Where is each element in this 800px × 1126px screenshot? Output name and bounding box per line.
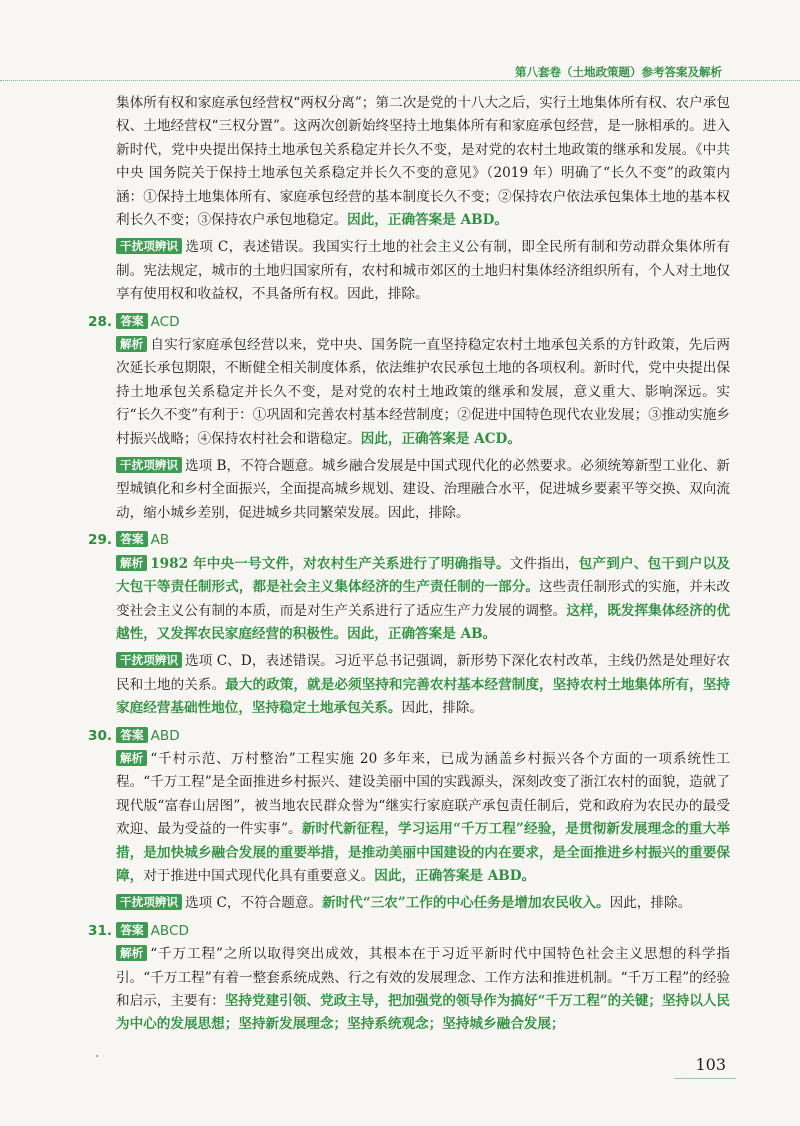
highlight-text: 坚持党建引领、党政主导，把加强党的领导作为搞好“千万工程”的关键；坚持以人民为中心的发展思想；坚持新发展理念；坚持系统观念；坚持城乡融合发展； (116, 992, 730, 1033)
analysis-text: “千万工程”之所以取得突出成效，其根本在于习近平新时代中国特色社会主义思想的科学指引。“千万工程”有着一整套系统成熟、行之有效的发展理念、工作方法和推进机制。“千万工程”的经验和启示，主要有： (116, 946, 730, 1009)
question-28-distractor (90, 455, 730, 525)
analysis-text: 自实行家庭承包经营以来，党中央、国务院一直坚持稳定农村土地承包关系的方针政策，先后两次延长承包期限，不断健全相关制度体系，依法维护农民承包土地的各项权利。新时代，党中央提出保持土地承包关系稳定并长久不变，是对党的农村土地政策的继承和发展，意义重大、影响深远。实行“长久不变”有利于：①巩固和完善农村基本经营制度；②促进中国特色现代农业发展；③推动实施乡村振兴战略；④保持农村社会和谐稳定。 (116, 337, 730, 447)
distractor-tag: 干扰项辨识 (116, 457, 182, 473)
running-header: 第八套卷（土地政策题）参考答案及解析 (509, 64, 728, 80)
distractor-text: 选项 C、D，表述错误。习近平总书记强调，新形势下深化农村改革，主线仍然是处理好农民和土地的关系。 (116, 653, 730, 693)
highlight-text: 因此，正确答案是 ABD。 (374, 867, 536, 884)
question-28-header (88, 311, 730, 334)
distractor-tag: 干扰项辨识 (116, 652, 182, 668)
question-30-header (88, 725, 730, 748)
distractor-tag: 干扰项辨识 (116, 894, 182, 910)
intro-analysis-paragraph (90, 92, 730, 232)
answer-content (90, 92, 730, 1041)
analysis-text: 文件指出， (509, 555, 579, 572)
question-29-header (88, 529, 730, 552)
question-30-distractor (90, 892, 730, 915)
question-31-header (88, 920, 730, 943)
page-number: 103 (695, 1055, 726, 1074)
highlight-text: 这样，既发挥集体经济的优越性，又发挥农民家庭经营的积极性。因此，正确答案是 AB。 (116, 602, 731, 642)
distractor-tag: 干扰项辨识 (116, 238, 182, 254)
highlight-text: 包产到户、包干到户以及大包干等责任制形式，都是社会主义集体经济的生产责任制的一部分。 (116, 555, 730, 596)
analysis-tag: 解析 (116, 555, 147, 571)
highlight-text: 新时代新征程，学习运用“千万工程”经验，是贯彻新发展理念的重大举措，是加快城乡融合发展的重要举措，是推动美丽中国建设的内在要求，是全面推进乡村振兴的重要保障， (116, 821, 730, 884)
question-31-analysis (90, 943, 730, 1037)
distractor-text: 选项 C，表述错误。我国实行土地的社会主义公有制，即全民所有制和劳动群众集体所有制。宪法规定，城市的土地归国家所有，农村和城市郊区的土地归村集体经济组织所有，个人对土地仅享有使用权和收益权，不具备所有权。因此，排除。 (116, 239, 730, 303)
answer-tag: 答案 (116, 313, 147, 329)
question-29-analysis (90, 553, 730, 647)
analysis-text: 这些责任制形式的实施，并未改变社会主义公有制的本质，而是对生产关系进行了适应生产力发展的调整。 (116, 579, 731, 619)
question-30-analysis (90, 748, 730, 888)
question-29-distractor (90, 650, 730, 720)
highlight-text: 因此，正确答案是 ABD。 (347, 212, 508, 229)
answer-tag: 答案 (116, 922, 147, 938)
highlight-text: 1982 年中央一号文件，对农村生产关系进行了明确指导。 (150, 555, 510, 572)
question-number: 31. (88, 922, 113, 939)
margin-dot (96, 1055, 98, 1057)
question-28-analysis (90, 334, 730, 451)
page-number-rule (674, 1078, 736, 1079)
question-number: 28. (88, 313, 113, 330)
intro-distractor-paragraph (90, 236, 730, 306)
answer-tag: 答案 (116, 727, 147, 743)
question-number: 30. (88, 727, 113, 744)
answer-value: ABD (150, 727, 180, 744)
answer-value: AB (150, 532, 170, 549)
analysis-text: 对于推进中国式现代化具有重要意义。 (143, 867, 375, 884)
answer-value: ACD (150, 313, 180, 330)
distractor-text: 选项 B，不符合题意。城乡融合发展是中国式现代化的必然要求。必须统筹新型工业化、新型城镇化和乡村全面振兴，全面提高城乡规划、建设、治理融合水平，促进城乡要素平等交换、双向流动，缩小城乡差别，促进城乡共同繁荣发展。因此，排除。 (116, 458, 730, 521)
distractor-text: 选项 C，不符合题意。 (184, 895, 323, 912)
header-rule (0, 80, 800, 81)
analysis-text: 集体所有权和家庭承包经营权“两权分离”；第二次是党的十八大之后，实行土地集体所有权、农户承包权、土地经营权“三权分置”。这两次创新始终坚持土地集体所有和家庭承包经营，是一脉相承的。进入新时代，党中央提出保持土地承包关系稳定并长久不变，是对党的农村土地政策的继承和发展。《中共中央 国务院关于保持土地承包关系稳定并长久不变的意见》（2019 年）明确了“长久不变”的政策内涵：①保持土地集体所有、家庭承包经营的基本制度长久不变；②保持农户依法承包集体土地的基本权利长久不变；③保持农户承包地稳定。 (116, 95, 730, 229)
analysis-tag: 解析 (116, 750, 147, 766)
distractor-text: 因此，排除。 (401, 700, 484, 717)
highlight-text: 新时代“三农”工作的中心任务是增加农民收入。 (322, 895, 610, 912)
answer-tag: 答案 (116, 531, 147, 547)
distractor-text: 因此，排除。 (609, 895, 692, 912)
analysis-text: “千村示范、万村整治”工程实施 20 多年来，已成为涵盖乡村振兴各个方面的一项系统性工程。“千万工程”是全面推进乡村振兴、建设美丽中国的实践源头，深刻改变了浙江农村的面貌，造就了现代版“富春山居图”，被当地农民群众誉为“继实行家庭联产承包责任制后，党和政府为农民办的最受欢迎、最为受益的一件实事”。 (116, 750, 730, 838)
answer-value: ABCD (150, 922, 189, 939)
analysis-tag: 解析 (116, 945, 147, 961)
highlight-text: 最大的政策，就是必须坚持和完善农村基本经营制度，坚持农村土地集体所有，坚持家庭经营基础性地位，坚持稳定土地承包关系。 (116, 676, 731, 717)
highlight-text: 因此，正确答案是 ACD。 (360, 430, 521, 447)
analysis-tag: 解析 (116, 336, 147, 352)
question-number: 29. (88, 532, 113, 549)
